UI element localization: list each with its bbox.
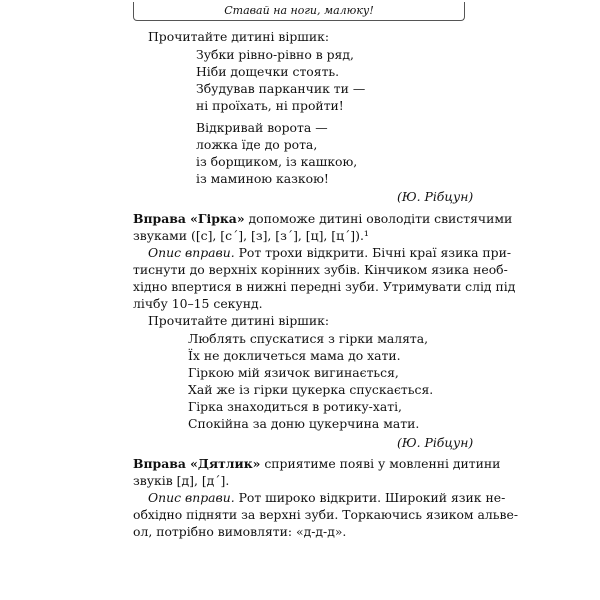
poem-line: Спокійна за доню цукерчина мати. bbox=[188, 416, 420, 431]
poem-line: Зубки рівно-рівно в ряд, bbox=[196, 47, 354, 62]
exercise-description-line: тиснути до верхніх корінних зубів. Кінчиком язика необ- bbox=[133, 262, 508, 277]
poem-line: Гірка знаходиться в ротику-хаті, bbox=[188, 399, 402, 414]
poem-intro: Прочитайте дитині віршик: bbox=[148, 313, 330, 328]
exercise-paragraph-line: звуків [д], [д´]. bbox=[133, 473, 230, 488]
exercise-paragraph-line: Вправа «Гірка» допоможе дитині оволодіти свистячими bbox=[133, 211, 513, 226]
poem-line: із маминою казкою! bbox=[196, 171, 329, 186]
running-header: Ставай на ноги, малюку! bbox=[133, 2, 465, 21]
exercise-description-line: хідно впертися в нижні передні зуби. Утримувати слід під bbox=[133, 279, 516, 294]
poem-line: із борщиком, із кашкою, bbox=[196, 154, 358, 169]
poem-line: Ніби дощечки стоять. bbox=[196, 64, 340, 79]
poem-line: Збудував парканчик ти — bbox=[196, 81, 366, 96]
poem-line: Їх не докличеться мама до хати. bbox=[188, 348, 401, 363]
exercise-description-line: лічбу 10–15 секунд. bbox=[133, 296, 263, 311]
exercise-description-line: Опис вправи. Рот трохи відкрити. Бічні краї язика при- bbox=[148, 245, 512, 260]
poem-intro: Прочитайте дитині віршик: bbox=[148, 29, 330, 44]
exercise-title: Вправа «Гірка» bbox=[133, 211, 245, 226]
exercise-description-line: ол, потрібно вимовляти: «д-д-д». bbox=[133, 524, 347, 539]
description-label: Опис вправи. bbox=[148, 245, 235, 260]
poem-line: Люблять спускатися з гірки малята, bbox=[188, 331, 429, 346]
exercise-description-line: обхідно підняти за верхні зуби. Торкаючись язиком альве- bbox=[133, 507, 519, 522]
exercise-paragraph-line: звуками ([с], [с´], [з], [з´], [ц], [ц´]).¹ bbox=[133, 228, 369, 243]
description-label: Опис вправи. bbox=[148, 490, 235, 505]
poem-line: ложка їде до рота, bbox=[196, 137, 318, 152]
exercise-description-line: Опис вправи. Рот широко відкрити. Широкий язик не- bbox=[148, 490, 506, 505]
poem-line: Гіркою мій язичок вигинається, bbox=[188, 365, 399, 380]
poem-line: ні проїхать, ні пройти! bbox=[196, 98, 344, 113]
poem-line: Відкривай ворота — bbox=[196, 120, 328, 135]
poem-author: (Ю. Рібцун) bbox=[397, 189, 474, 204]
exercise-title: Вправа «Дятлик» bbox=[133, 456, 261, 471]
poem-author: (Ю. Рібцун) bbox=[397, 435, 474, 450]
exercise-paragraph-line: Вправа «Дятлик» сприятиме появі у мовленні дитини bbox=[133, 456, 501, 471]
poem-line: Хай же із гірки цукерка спускається. bbox=[188, 382, 434, 397]
